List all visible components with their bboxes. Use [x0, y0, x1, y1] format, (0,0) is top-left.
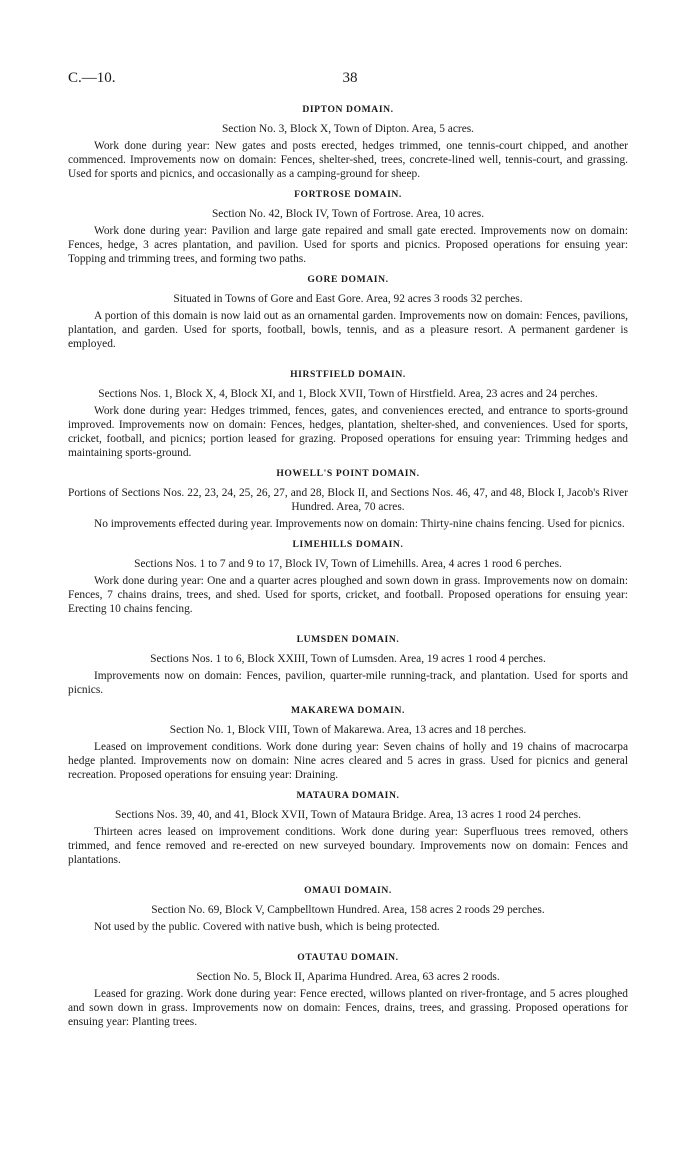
section-location: Sections Nos. 1 to 6, Block XXIII, Town of Lumsden. Area, 19 acres 1 rood 4 perches.	[150, 653, 546, 665]
section-title: LIMEHILLS DOMAIN.	[292, 539, 404, 550]
domain-section	[68, 951, 628, 1029]
section-location: Situated in Towns of Gore and East Gore. Area, 92 acres 3 roods 32 perches.	[173, 293, 523, 305]
document-code: C.—10.	[68, 70, 116, 86]
page-content	[68, 103, 628, 1036]
section-paragraph: A portion of this domain is now laid out as an ornamental garden. Improvements now on domain: Fences, pavilions, plantation, and garden. Used for sports, football, bowls, tennis, and as a pleasure resort. A permanent gardener is employed.	[68, 310, 628, 350]
section-title: FORTROSE DOMAIN.	[294, 189, 402, 200]
section-location: Section No. 69, Block V, Campbelltown Hundred. Area, 158 acres 2 roods 29 perches.	[151, 904, 545, 916]
domain-section	[68, 103, 628, 181]
section-title: OTAUTAU DOMAIN.	[297, 952, 399, 963]
section-paragraph: Work done during year: Hedges trimmed, fences, gates, and conveniences erected, and entrance to sports-ground improved. Improvements now on domain: Fences, hedges, plantation, shelter-shed, and conveniences. Used for sports, cricket, football, and picnics; portion leased for grazing. Proposed operations for ensuing year: Trimming hedges and maintaining sports-ground.	[68, 405, 628, 459]
section-location: Sections Nos. 39, 40, and 41, Block XVII, Town of Mataura Bridge. Area, 13 acres 1 rood 24 perches.	[115, 809, 581, 821]
section-title: MATAURA DOMAIN.	[296, 790, 400, 801]
section-paragraph: Thirteen acres leased on improvement conditions. Work done during year: Superfluous trees removed, others trimmed, and fence removed and re-erected on new surveyed boundary. Improvements now on domain: Fences and plantations.	[68, 826, 628, 866]
section-paragraph: Not used by the public. Covered with native bush, which is being protected.	[94, 921, 440, 933]
section-location: Sections Nos. 1 to 7 and 9 to 17, Block IV, Town of Limehills. Area, 4 acres 1 rood 6 perches.	[134, 558, 562, 570]
section-location: Section No. 42, Block IV, Town of Fortrose. Area, 10 acres.	[211, 208, 485, 220]
domain-section	[68, 704, 628, 782]
section-paragraph: Work done during year: New gates and posts erected, hedges trimmed, one tennis-court chipped, and another commenced. Improvements now on domain: Fences, shelter-shed, trees, concrete-lined well, tennis-court, and grassing. Used for sports and picnics, and occasionally as a camping-ground for sheep.	[68, 140, 628, 180]
domain-section	[68, 538, 628, 616]
section-location: Section No. 3, Block X, Town of Dipton. Area, 5 acres.	[221, 123, 475, 135]
section-title: DIPTON DOMAIN.	[302, 104, 394, 115]
domain-section	[68, 633, 628, 697]
section-title: HIRSTFIELD DOMAIN.	[290, 369, 406, 380]
domain-section	[68, 188, 628, 266]
domain-section	[68, 368, 628, 460]
section-paragraph: Leased for grazing. Work done during year: Fence erected, willows planted on river-frontage, and 5 acres ploughed and sown down in grass. Improvements now on domain: Fences, drains, trees, and grassing. Proposed operations for ensuing year: Planting trees.	[68, 988, 628, 1028]
section-title: MAKAREWA DOMAIN.	[290, 705, 406, 716]
page-number: 38	[342, 70, 358, 86]
section-title: GORE DOMAIN.	[307, 274, 389, 285]
section-paragraph: Improvements now on domain: Fences, pavilion, quarter-mile running-track, and plantation. Used for sports and picnics.	[68, 670, 628, 696]
section-paragraph: Leased on improvement conditions. Work done during year: Seven chains of holly and 19 chains of macrocarpa hedge planted. Improvements now on domain: Nine acres cleared and 5 acres in grass. Used for picnics and general recreation. Proposed operations for ensuing year: Draining.	[68, 741, 628, 781]
section-paragraph: No improvements effected during year. Improvements now on domain: Thirty-nine chains fencing. Used for picnics.	[94, 518, 625, 530]
section-paragraph: Work done during year: One and a quarter acres ploughed and sown down in grass. Improvements now on domain: Fences, 7 chains drains, trees, and shed. Used for sports, cricket, and football. Proposed operations for ensuing year: Erecting 10 chains fencing.	[68, 575, 628, 615]
section-title: LUMSDEN DOMAIN.	[296, 634, 400, 645]
domain-section	[68, 273, 628, 351]
domain-section	[68, 467, 628, 531]
section-location: Section No. 1, Block VIII, Town of Makarewa. Area, 13 acres and 18 perches.	[169, 724, 527, 736]
section-location: Section No. 5, Block II, Aparima Hundred. Area, 63 acres 2 roods.	[196, 971, 500, 983]
section-location: Sections Nos. 1, Block X, 4, Block XI, and 1, Block XVII, Town of Hirstfield. Area, 23 acres and 24 perches.	[98, 388, 598, 400]
section-location: Portions of Sections Nos. 22, 23, 24, 25, 26, 27, and 28, Block II, and Sections Nos. 46, 47, and 48, Block I, Jacob's River Hundred. Area, 70 acres.	[68, 487, 628, 513]
domain-section	[68, 884, 628, 934]
section-title: OMAUI DOMAIN.	[304, 885, 392, 896]
section-paragraph: Work done during year: Pavilion and large gate repaired and small gate erected. Improvements now on domain: Fences, hedge, 3 acres plantation, and pavilion. Used for sports and picnics. Proposed operations for ensuing year: Topping and trimming trees, and forming two paths.	[68, 225, 628, 265]
section-title: HOWELL'S POINT DOMAIN.	[276, 468, 420, 479]
domain-section	[68, 789, 628, 867]
